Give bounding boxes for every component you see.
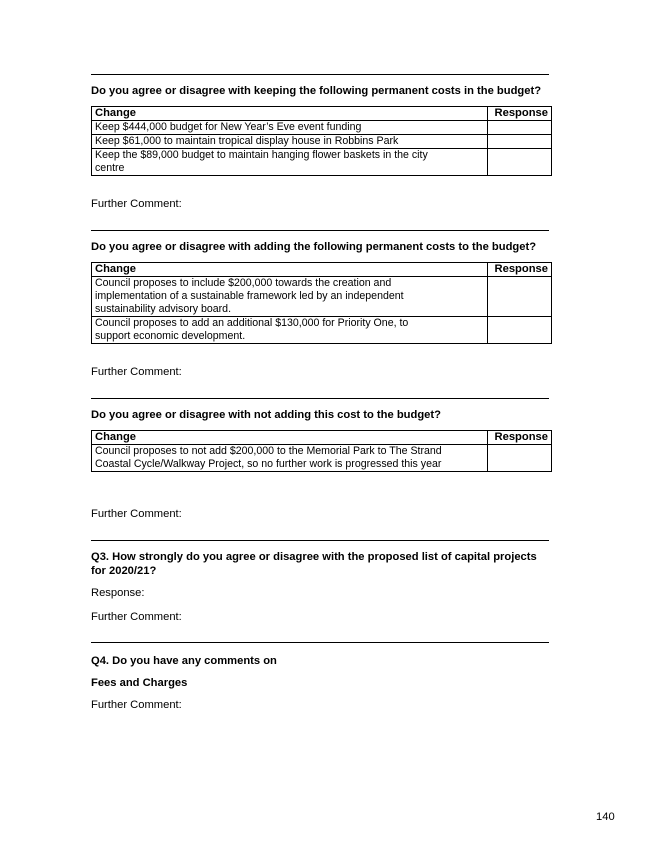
change-cell: Council proposes to add an additional $130,000 for Priority One, to support economic development. bbox=[92, 317, 488, 344]
change-cell: Council proposes to not add $200,000 to the Memorial Park to The Strand Coastal Cycle/Walkway Project, so no further work is progressed this year bbox=[92, 445, 488, 472]
q3-further-comment: Further Comment: bbox=[91, 611, 182, 623]
response-cell[interactable] bbox=[488, 149, 552, 176]
section-2-further-comment: Further Comment: bbox=[91, 366, 182, 378]
q4-further-comment: Further Comment: bbox=[91, 699, 182, 711]
table-row bbox=[92, 135, 552, 149]
table-row bbox=[92, 445, 552, 472]
column-header-change: Change bbox=[92, 431, 488, 445]
q4-subheading: Fees and Charges bbox=[91, 677, 188, 689]
table-header-row bbox=[92, 431, 552, 445]
q4-question: Q4. Do you have any comments on bbox=[91, 655, 277, 667]
response-cell[interactable] bbox=[488, 277, 552, 317]
section-divider bbox=[91, 398, 549, 399]
table-row bbox=[92, 277, 552, 317]
column-header-response: Response bbox=[488, 263, 552, 277]
page-number: 140 bbox=[596, 811, 615, 823]
table-header-row bbox=[92, 263, 552, 277]
section-1-question: Do you agree or disagree with keeping the following permanent costs in the budget? bbox=[91, 85, 542, 97]
section-3-question: Do you agree or disagree with not adding this cost to the budget? bbox=[91, 409, 441, 421]
section-2-table bbox=[91, 262, 552, 344]
q3-question: Q3. How strongly do you agree or disagree with the proposed list of capital projects for 2020/21? bbox=[91, 551, 537, 577]
change-cell: Keep the $89,000 budget to maintain hanging flower baskets in the city centre bbox=[92, 149, 488, 176]
section-1-table bbox=[91, 106, 552, 176]
section-divider bbox=[91, 230, 549, 231]
change-cell: Council proposes to include $200,000 towards the creation and implementation of a sustainable framework led by an independent sustainability advisory board. bbox=[92, 277, 488, 317]
response-cell[interactable] bbox=[488, 317, 552, 344]
section-2-question: Do you agree or disagree with adding the following permanent costs to the budget? bbox=[91, 241, 537, 253]
response-cell[interactable] bbox=[488, 121, 552, 135]
section-divider bbox=[91, 540, 549, 541]
response-cell[interactable] bbox=[488, 445, 552, 472]
table-header-row bbox=[92, 107, 552, 121]
section-1-further-comment: Further Comment: bbox=[91, 198, 182, 210]
table-row bbox=[92, 149, 552, 176]
section-3-table bbox=[91, 430, 552, 472]
q3-response-label: Response: bbox=[91, 587, 145, 599]
column-header-response: Response bbox=[488, 431, 552, 445]
column-header-response: Response bbox=[488, 107, 552, 121]
change-cell: Keep $61,000 to maintain tropical display house in Robbins Park bbox=[92, 135, 488, 149]
section-3-further-comment: Further Comment: bbox=[91, 508, 182, 520]
section-divider bbox=[91, 642, 549, 643]
column-header-change: Change bbox=[92, 263, 488, 277]
column-header-change: Change bbox=[92, 107, 488, 121]
response-cell[interactable] bbox=[488, 135, 552, 149]
section-divider bbox=[91, 74, 549, 75]
table-row bbox=[92, 317, 552, 344]
table-row bbox=[92, 121, 552, 135]
change-cell: Keep $444,000 budget for New Year’s Eve event funding bbox=[92, 121, 488, 135]
